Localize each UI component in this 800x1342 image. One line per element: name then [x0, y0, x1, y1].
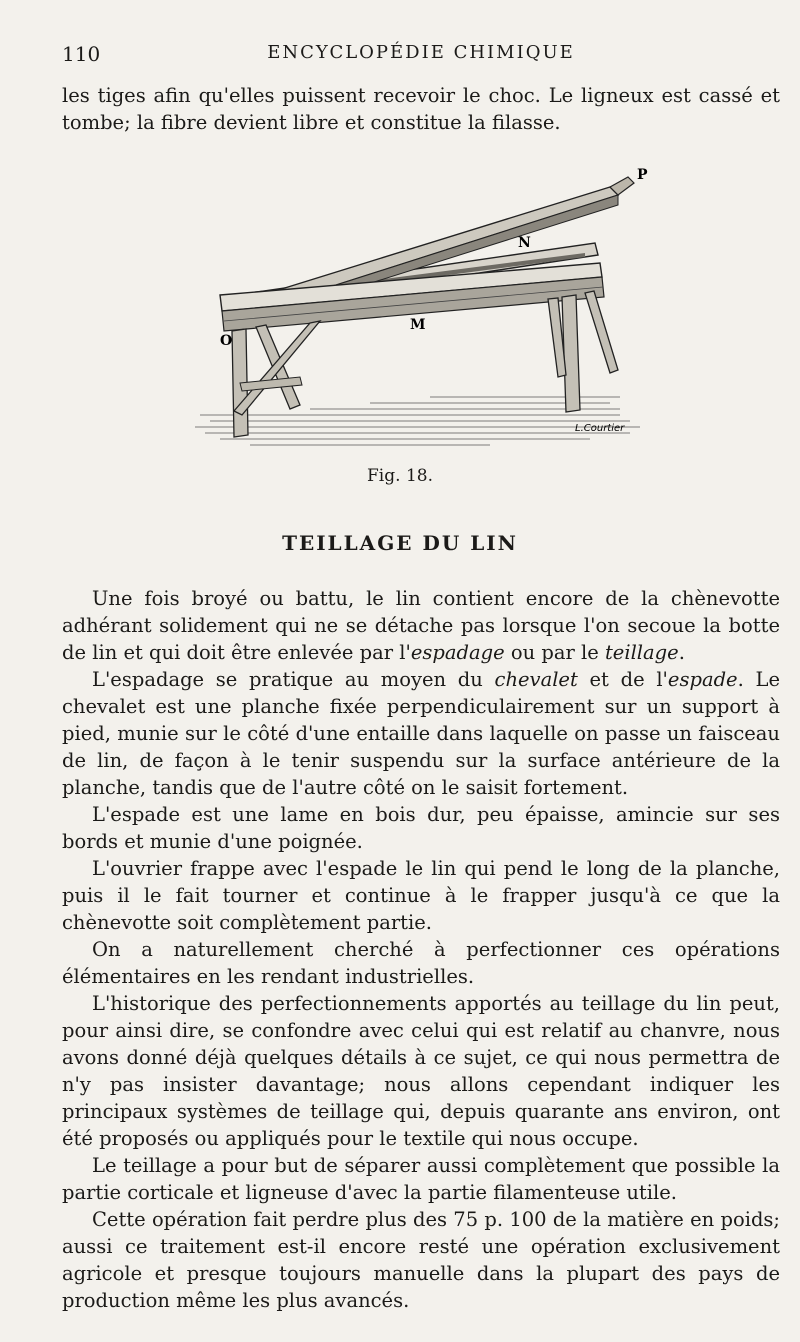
- section-title: TEILLAGE DU LIN: [282, 531, 518, 555]
- page-number: 110: [62, 42, 101, 66]
- paragraph-4: L'ouvrier frappe avec l'espade le lin qui pend le long de la planche, puis il le fait tourner et continue à le frapper jusqu'à ce que la chènevotte soit complètement partie.: [62, 857, 780, 934]
- section-body: [62, 585, 780, 1314]
- chevalet-drawing: [190, 165, 650, 460]
- label-p: P: [637, 167, 648, 183]
- figure-chevalet-illustration: [190, 165, 650, 460]
- intro-text: les tiges afin qu'elles puissent recevoir le choc. Le ligneux est cassé et tombe; la fibre devient libre et constitue la filasse.: [62, 84, 780, 134]
- intro-paragraph: [62, 82, 780, 136]
- label-m: M: [410, 317, 426, 333]
- engraver-signature: L.Courtier: [575, 423, 625, 434]
- paragraph-7: Le teillage a pour but de séparer aussi complètement que possible la partie corticale et ligneuse d'avec la partie filamenteuse utile.: [62, 1154, 780, 1204]
- paragraph-5: On a naturellement cherché à perfectionner ces opérations élémentaires en les rendant industrielles.: [62, 938, 780, 988]
- paragraph-3: L'espade est une lame en bois dur, peu épaisse, amincie sur ses bords et munie d'une poignée.: [62, 803, 780, 853]
- paragraph-8: Cette opération fait perdre plus des 75 p. 100 de la matière en poids; aussi ce traitement est-il encore resté une opération exclusivement agricole et presque toujours manuelle dans la plupart des pays de production même les plus avancés.: [62, 1208, 780, 1312]
- paragraph-2: L'espadage se pratique au moyen du chevalet et de l'espade. Le chevalet est une planche fixée perpendiculairement sur un support à pied, munie sur le côté d'une entaille dans laquelle on passe un faisceau de lin, de façon à le tenir suspendu sur la surface antérieure de la planche, tandis que de l'autre côté on le saisit fortement.: [62, 668, 781, 799]
- running-head: [62, 42, 780, 70]
- label-n: N: [518, 235, 531, 251]
- paragraph-1: Une fois broyé ou battu, le lin contient encore de la chènevotte adhérant solidement qui ne se détache pas lorsque l'on secoue la botte de lin et qui doit être enlevée par l'espadage ou par le teillage.: [62, 587, 780, 664]
- figure-caption: Fig. 18.: [367, 466, 433, 486]
- paragraph-6: L'historique des perfectionnements apportés au teillage du lin peut, pour ainsi dire, se confondre avec celui qui est relatif au chanvre, nous avons donné déjà quelques détails à ce sujet, ce qui nous permettra de n'y pas insister davantage; nous allons cependant indiquer les principaux systèmes de teillage qui, depuis quarante ans environ, ont été proposés ou appliqués pour le textile qui nous occupe.: [62, 992, 780, 1150]
- label-o: O: [220, 333, 233, 349]
- running-title: ENCYCLOPÉDIE CHIMIQUE: [267, 42, 575, 63]
